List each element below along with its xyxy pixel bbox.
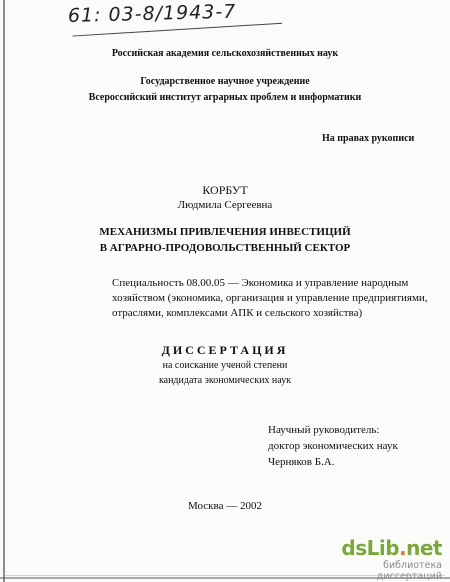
academy-name: Российская академия сельскохозяйственных наук xyxy=(111,48,339,59)
institution-name: Всероссийский институт аграрных проблем и информатики xyxy=(88,92,362,103)
supervisor-name: Черняков Б.А. xyxy=(268,456,335,468)
institution-type: Государственное научное учреждение xyxy=(140,76,310,87)
title-line-1: МЕХАНИЗМЫ ПРИВЛЕЧЕНИЯ ИНВЕСТИЦИЙ xyxy=(99,226,351,238)
logo-tld-text: net xyxy=(406,536,442,560)
dissertation-heading: ДИССЕРТАЦИЯ xyxy=(161,343,289,357)
scan-edge-left xyxy=(3,0,5,582)
logo-main-text: dsLib xyxy=(341,536,400,560)
degree-line-2: кандидата экономических наук xyxy=(158,375,292,386)
degree-line-1: на соискание ученой степени xyxy=(162,360,288,371)
manuscript-rights-note: На правах рукописи xyxy=(322,133,415,144)
author-name: Людмила Сергеевна xyxy=(177,199,273,211)
city-year: Москва — 2002 xyxy=(188,500,262,512)
specialty-line-1: Специальность 08.00.05 — Экономика и управление народным xyxy=(112,277,409,289)
handwritten-catalog-code xyxy=(68,0,299,37)
watermark-caption: библиотека диссертаций xyxy=(376,560,442,582)
specialty-line-3: отраслями, комплексами АПК и сельского хозяйства) xyxy=(112,307,363,319)
dslib-logo[interactable] xyxy=(332,536,442,560)
title-line-2: В АГРАРНО-ПРОДОВОЛЬСТВЕННЫЙ СЕКТОР xyxy=(99,242,351,254)
supervisor-label: Научный руководитель: xyxy=(268,424,380,436)
author-surname: КОРБУТ xyxy=(202,183,248,197)
handwritten-code-text: 61: 03-8/1943-7 xyxy=(67,0,237,28)
specialty-line-2: хозяйством (экономика, организация и управление предприятиями, xyxy=(112,292,428,304)
supervisor-degree: доктор экономических наук xyxy=(268,440,398,452)
logo-dot: . xyxy=(399,536,407,560)
dslib-watermark[interactable] xyxy=(332,536,442,582)
